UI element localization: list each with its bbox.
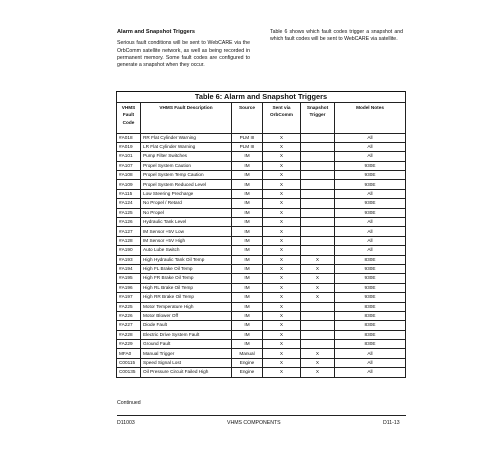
continued-label: Continued xyxy=(117,400,141,406)
table-cell: 930E xyxy=(335,293,406,302)
table-row xyxy=(117,180,406,189)
table-cell: Ground Fault xyxy=(141,340,232,349)
footer-page-number: D11-13 xyxy=(383,420,400,426)
table-cell: X xyxy=(263,293,301,302)
table-intro-paragraph: Table 6 shows which fault codes trigger a snapshot and which fault codes will be sent to WebCARE via satellite. xyxy=(270,29,403,43)
table-cell: #A124 xyxy=(117,199,141,208)
table-cell: X xyxy=(263,199,301,208)
table-row xyxy=(117,255,406,264)
table-cell: X xyxy=(263,283,301,292)
table-cell: Propel System Caution xyxy=(141,161,232,170)
table-row xyxy=(117,227,406,236)
table-row xyxy=(117,189,406,198)
table-row xyxy=(117,171,406,180)
table-cell: High RR Brake Oil Temp xyxy=(141,293,232,302)
table-cell: Motor Blower Off xyxy=(141,311,232,320)
table-cell xyxy=(301,218,335,227)
table-cell: All xyxy=(335,142,406,151)
table-cell: IM xyxy=(232,274,263,283)
table-cell: No Propel xyxy=(141,208,232,217)
table-cell: X xyxy=(301,264,335,273)
table-cell: #A226 xyxy=(117,311,141,320)
table-cell: Engine xyxy=(232,368,263,377)
table-cell: High FL Brake Oil Temp xyxy=(141,264,232,273)
table-cell: X xyxy=(301,283,335,292)
table-cell: 830E xyxy=(335,311,406,320)
alarm-table-container xyxy=(116,91,405,378)
table-cell: #A195 xyxy=(117,274,141,283)
footer-document-code: D11003 xyxy=(117,420,135,426)
table-cell: IM xyxy=(232,236,263,245)
table-cell xyxy=(301,227,335,236)
table-cell: IM xyxy=(232,180,263,189)
table-cell: High Hydraulic Tank Oil Temp xyxy=(141,255,232,264)
table-cell: IM xyxy=(232,208,263,217)
table-cell: IM Sensor +5V High xyxy=(141,236,232,245)
table-cell: All xyxy=(335,236,406,245)
table-cell: All xyxy=(335,368,406,377)
table-cell: All xyxy=(335,133,406,142)
table-cell: X xyxy=(263,340,301,349)
table-cell: MFA0 xyxy=(117,349,141,358)
table-row xyxy=(117,293,406,302)
table-cell: 830E xyxy=(335,340,406,349)
table-cell: High RL Brake Oil Temp xyxy=(141,283,232,292)
table-cell: IM xyxy=(232,264,263,273)
table-cell: Auto Lube Switch xyxy=(141,246,232,255)
table-cell: RR Flat Cylinder Warning xyxy=(141,133,232,142)
footer-section-title: VHMS COMPONENTS xyxy=(227,420,281,426)
column-header: Model Notes xyxy=(335,102,406,133)
table-cell xyxy=(301,152,335,161)
table-cell: #A197 xyxy=(117,293,141,302)
table-cell: #A225 xyxy=(117,302,141,311)
table-cell: IM Sensor +5V Low xyxy=(141,227,232,236)
table-cell: X xyxy=(263,180,301,189)
table-cell: IM xyxy=(232,218,263,227)
table-row xyxy=(117,302,406,311)
table-cell: X xyxy=(301,349,335,358)
table-cell: IM xyxy=(232,161,263,170)
table-cell: All xyxy=(335,189,406,198)
table-cell: X xyxy=(301,274,335,283)
table-cell: X xyxy=(263,264,301,273)
table-cell: #A018 xyxy=(117,133,141,142)
table-cell: Motor Temperature High xyxy=(141,302,232,311)
table-cell: 930E xyxy=(335,171,406,180)
table-cell: 930E xyxy=(335,199,406,208)
table-cell: All xyxy=(335,246,406,255)
table-title: Table 6: Alarm and Snapshot Triggers xyxy=(117,92,406,103)
table-cell: Engine xyxy=(232,358,263,367)
table-cell: #A193 xyxy=(117,255,141,264)
column-header: Source xyxy=(232,102,263,133)
table-cell: IM xyxy=(232,189,263,198)
table-cell xyxy=(301,340,335,349)
table-cell: X xyxy=(263,133,301,142)
table-cell xyxy=(301,189,335,198)
table-cell: Pump Filter Switches xyxy=(141,152,232,161)
table-cell: IM xyxy=(232,311,263,320)
table-cell: 930E xyxy=(335,208,406,217)
table-cell: #A115 xyxy=(117,189,141,198)
table-cell xyxy=(301,311,335,320)
table-cell: X xyxy=(263,349,301,358)
table-cell: #A107 xyxy=(117,161,141,170)
table-cell: IM xyxy=(232,302,263,311)
table-cell xyxy=(301,180,335,189)
left-column xyxy=(117,29,250,69)
table-cell: IM xyxy=(232,321,263,330)
table-row xyxy=(117,368,406,377)
table-cell: IM xyxy=(232,227,263,236)
table-cell: Hydraulic Tank Level xyxy=(141,218,232,227)
table-cell: IM xyxy=(232,152,263,161)
table-row xyxy=(117,321,406,330)
table-cell: All xyxy=(335,349,406,358)
table-cell: Propel System Temp Caution xyxy=(141,171,232,180)
table-cell: #A126 xyxy=(117,218,141,227)
table-cell: X xyxy=(263,311,301,320)
footer-divider xyxy=(117,415,406,416)
table-cell: C00135 xyxy=(117,368,141,377)
table-header-row xyxy=(117,102,406,133)
table-cell: X xyxy=(263,161,301,170)
table-cell: 930E xyxy=(335,264,406,273)
table-cell: #A190 xyxy=(117,246,141,255)
table-cell: X xyxy=(263,142,301,151)
table-cell: 830E xyxy=(335,302,406,311)
table-row xyxy=(117,218,406,227)
table-cell: All xyxy=(335,218,406,227)
table-cell: 830E xyxy=(335,330,406,339)
table-cell: #A101 xyxy=(117,152,141,161)
table-cell: Propel System Reduced Level xyxy=(141,180,232,189)
table-cell: PLM III xyxy=(232,133,263,142)
table-cell: #A229 xyxy=(117,340,141,349)
table-cell: #A109 xyxy=(117,180,141,189)
table-cell: Speed Signal Lost xyxy=(141,358,232,367)
table-cell: 930E xyxy=(335,180,406,189)
table-cell: Low Steering Precharge xyxy=(141,189,232,198)
table-row xyxy=(117,330,406,339)
table-row xyxy=(117,161,406,170)
table-row xyxy=(117,340,406,349)
table-cell: 930E xyxy=(335,283,406,292)
table-cell xyxy=(301,302,335,311)
column-header: Sent via OrbComm xyxy=(263,102,301,133)
table-row xyxy=(117,264,406,273)
table-cell: IM xyxy=(232,171,263,180)
table-cell: All xyxy=(335,152,406,161)
table-cell: X xyxy=(263,218,301,227)
table-row xyxy=(117,311,406,320)
table-cell: PLM III xyxy=(232,142,263,151)
column-header: VHMS Fault Description xyxy=(141,102,232,133)
table-cell: IM xyxy=(232,293,263,302)
table-cell: X xyxy=(263,302,301,311)
table-cell: X xyxy=(263,368,301,377)
table-cell: #A125 xyxy=(117,208,141,217)
table-row xyxy=(117,152,406,161)
table-row xyxy=(117,274,406,283)
table-cell: X xyxy=(301,255,335,264)
table-cell: X xyxy=(263,321,301,330)
table-cell: #A194 xyxy=(117,264,141,273)
table-cell: X xyxy=(263,246,301,255)
table-cell xyxy=(301,142,335,151)
table-cell: #A228 xyxy=(117,330,141,339)
table-cell: LR Flat Cylinder Warning xyxy=(141,142,232,151)
table-cell: IM xyxy=(232,283,263,292)
table-cell: #A196 xyxy=(117,283,141,292)
section-heading: Alarm and Snapshot Triggers xyxy=(117,29,196,35)
table-cell: IM xyxy=(232,330,263,339)
table-cell: C00115 xyxy=(117,358,141,367)
table-cell: Diode Fault xyxy=(141,321,232,330)
table-cell: #A019 xyxy=(117,142,141,151)
table-cell: X xyxy=(263,152,301,161)
table-row xyxy=(117,349,406,358)
table-row xyxy=(117,133,406,142)
table-row xyxy=(117,236,406,245)
table-cell: 930E xyxy=(335,161,406,170)
table-cell: X xyxy=(263,274,301,283)
intro-paragraph: Serious fault conditions will be sent to WebCARE via the OrbComm satellite network, as well as being recorded in permanent memory. Some fault codes are configured to generate a snapshot when they occur. xyxy=(117,40,250,69)
table-cell: Oil Pressure Circuit Failed High xyxy=(141,368,232,377)
table-row xyxy=(117,283,406,292)
table-cell xyxy=(301,171,335,180)
table-cell: 930E xyxy=(335,274,406,283)
table-body xyxy=(117,133,406,377)
table-row xyxy=(117,142,406,151)
table-row xyxy=(117,246,406,255)
table-cell: X xyxy=(301,368,335,377)
table-cell: IM xyxy=(232,255,263,264)
table-cell: Manual xyxy=(232,349,263,358)
table-cell: IM xyxy=(232,199,263,208)
table-cell xyxy=(301,161,335,170)
table-cell: IM xyxy=(232,246,263,255)
table-cell: #A128 xyxy=(117,236,141,245)
table-cell xyxy=(301,133,335,142)
table-cell: #A127 xyxy=(117,227,141,236)
table-cell xyxy=(301,199,335,208)
table-row xyxy=(117,208,406,217)
table-cell: 830E xyxy=(335,321,406,330)
table-cell: Electric Drive System Fault xyxy=(141,330,232,339)
table-cell: X xyxy=(263,236,301,245)
table-cell: IM xyxy=(232,340,263,349)
table-cell: X xyxy=(263,208,301,217)
table-cell xyxy=(301,246,335,255)
table-cell: All xyxy=(335,227,406,236)
table-cell: X xyxy=(263,330,301,339)
table-cell: X xyxy=(263,189,301,198)
table-cell: #A108 xyxy=(117,171,141,180)
table-cell xyxy=(301,330,335,339)
table-cell: X xyxy=(263,358,301,367)
table-cell: #A227 xyxy=(117,321,141,330)
table-cell: X xyxy=(301,358,335,367)
table-cell: Manual Trigger xyxy=(141,349,232,358)
table-cell: X xyxy=(263,255,301,264)
right-column xyxy=(270,29,403,44)
alarm-snapshot-table xyxy=(116,91,406,378)
table-cell: X xyxy=(263,171,301,180)
table-cell: X xyxy=(301,293,335,302)
table-cell: X xyxy=(263,227,301,236)
column-header: Snapshot Trigger xyxy=(301,102,335,133)
table-cell: No Propel / Retard xyxy=(141,199,232,208)
table-cell xyxy=(301,236,335,245)
table-cell: All xyxy=(335,358,406,367)
table-cell: High FR Brake Oil Temp xyxy=(141,274,232,283)
column-header: VHMS Fault Code xyxy=(117,102,141,133)
table-row xyxy=(117,199,406,208)
table-cell xyxy=(301,208,335,217)
table-cell: 830E xyxy=(335,255,406,264)
table-row xyxy=(117,358,406,367)
table-cell xyxy=(301,321,335,330)
